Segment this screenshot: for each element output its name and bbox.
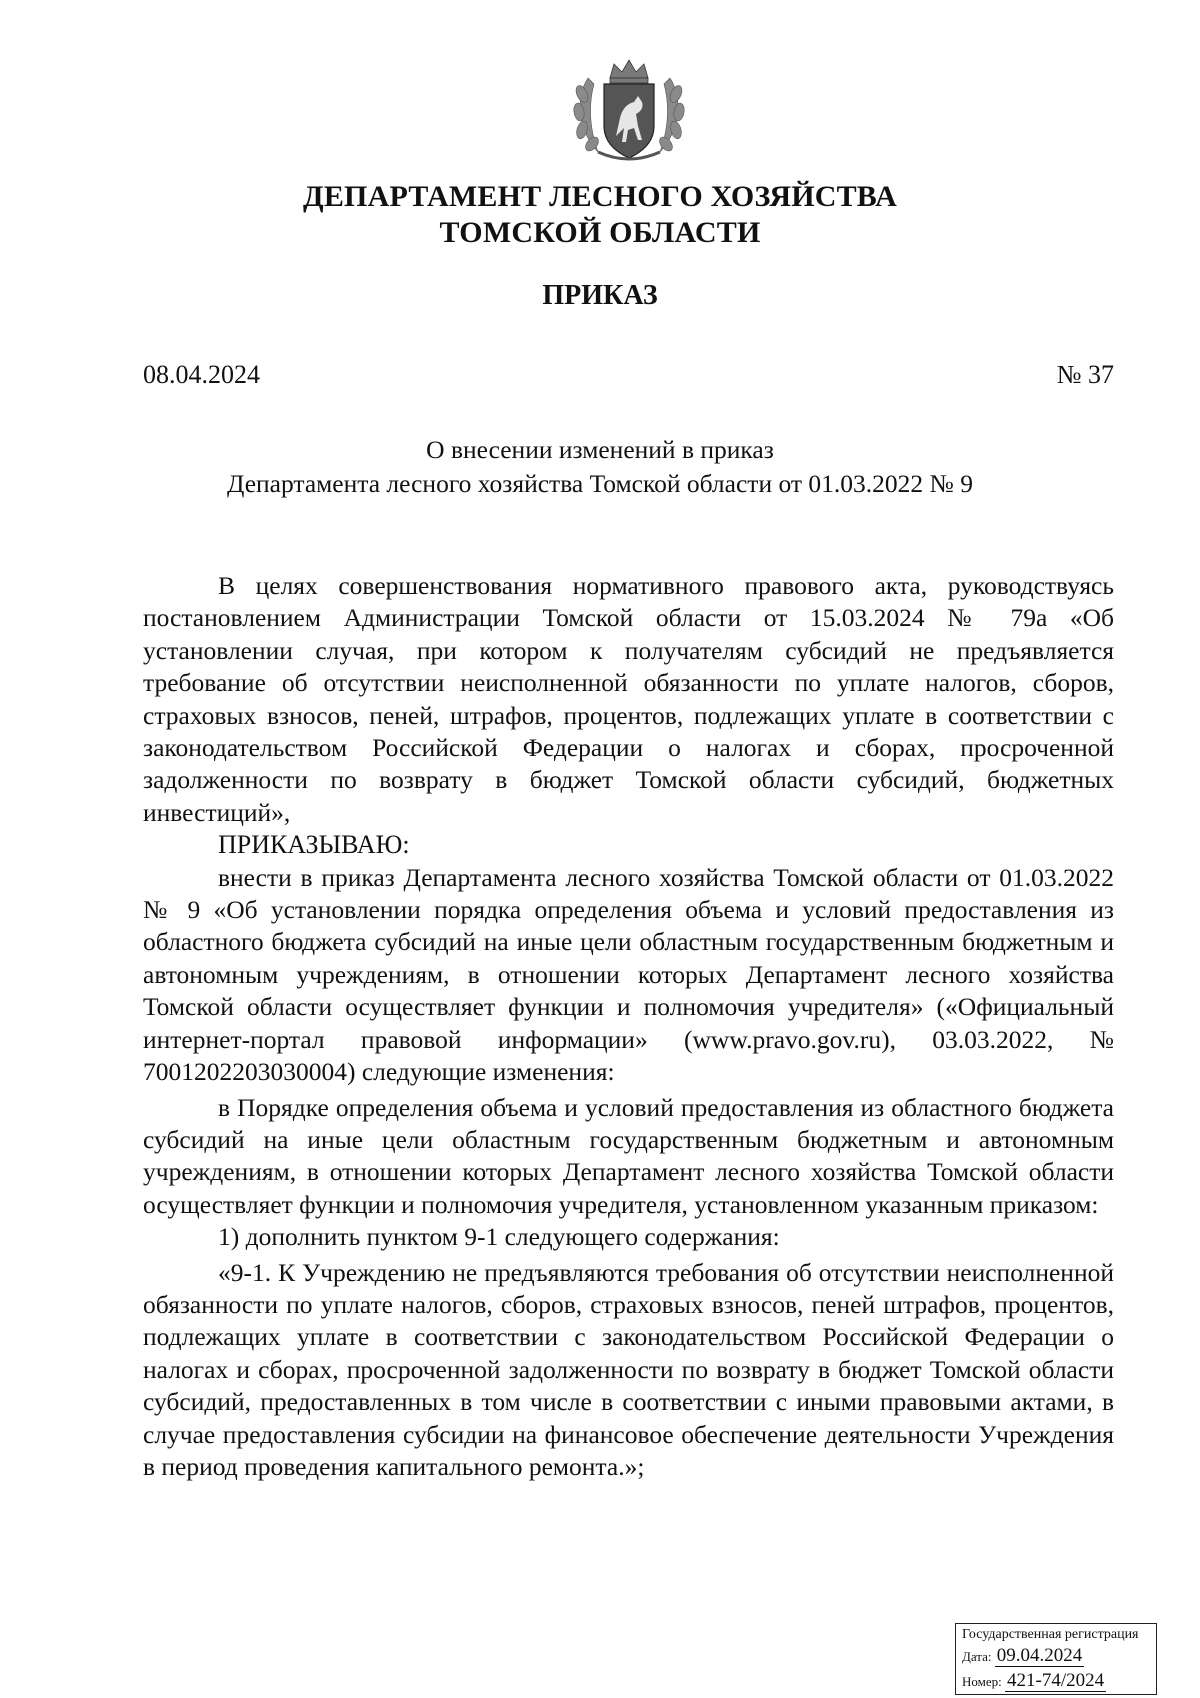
document-date: 08.04.2024: [143, 360, 260, 389]
department-name-line1: ДЕПАРТАМЕНТ ЛЕСНОГО ХОЗЯЙСТВА: [303, 180, 897, 213]
stamp-date-value: 09.04.2024: [996, 1645, 1083, 1666]
item-1-paragraph: 1) дополнить пунктом 9-1 следующего содержания:: [218, 1222, 780, 1252]
stamp-date-row: [962, 1644, 1152, 1669]
registration-stamp: [955, 1623, 1157, 1695]
stamp-number-label: Номер:: [962, 1674, 1002, 1689]
document-number: № 37: [1056, 360, 1114, 389]
tomsk-region-coat-of-arms-icon: [568, 56, 690, 168]
stamp-title: Государственная регистрация: [962, 1627, 1139, 1642]
stamp-date-label: Дата:: [962, 1649, 992, 1664]
document-type: ПРИКАЗ: [542, 280, 658, 311]
subject-line1: О внесении изменений в приказ: [426, 435, 774, 464]
amendment-paragraph: внести в приказ Департамента лесного хозяйства Томской области от 01.03.2022 № 9 «Об установлении порядка определения объема и условий предоставления из областного бюджета субсидий на иные цели областным государственным бюджетным и автономным учреждениям, в отношении которых Департамент лесного хозяйства Томской области осуществляет функции и полномочия учредителя» («Официальный интернет-портал правовой информации» (www.pravo.gov.ru), 03.03.2022, № 7001202203030004) следующие изменения:: [143, 862, 1114, 1087]
department-name-line2: ТОМСКОЙ ОБЛАСТИ: [439, 216, 761, 249]
stamp-number-value: 421-74/2024: [1007, 1670, 1105, 1691]
clause-9-1-paragraph: «9-1. К Учреждению не предъявляются требования об отсутствии неисполненной обязанности по уплате налогов, сборов, страховых взносов, пеней штрафов, процентов, подлежащих уплате в соответствии с законодательством Российской Федерации о налогах и сборах, просроченной задолженности по возврату в бюджет Томской области субсидий, предоставленных в том числе в соответствии с иными правовыми актами, в случае предоставления субсидии на финансовое обеспечение деятельности Учреждения в период проведения капитального ремонта.»;: [143, 1257, 1114, 1481]
document-body: [143, 570, 1114, 1483]
subject-line2: Департамента лесного хозяйства Томской области от 01.03.2022 № 9: [227, 469, 973, 498]
procedure-paragraph: в Порядке определения объема и условий предоставления из областного бюджета субсидий на иные цели областным государственным бюджетным и автономным учреждениям, в отношении которых Департамент лесного хозяйства Томской области осуществляет функции и полномочия учредителя, установленном указанным приказом:: [143, 1092, 1114, 1219]
order-word: ПРИКАЗЫВАЮ:: [218, 830, 410, 860]
stamp-number-row: [962, 1669, 1152, 1694]
preamble-paragraph: В целях совершенствования нормативного правового акта, руководствуясь постановлением Администрации Томской области от 15.03.2024 № 79а «Об установлении случая, при котором к получателям субсидий не предъявляется требование об отсутствии неисполненной обязанности по уплате налогов, сборов, страховых взносов, пеней, штрафов, процентов, подлежащих уплате в соответствии с законодательством Российской Федерации о налогах и сборах, просроченной задолженности по возврату в бюджет Томской области субсидий, бюджетных инвестиций»,: [143, 571, 1114, 827]
document-subject: [0, 433, 1200, 501]
